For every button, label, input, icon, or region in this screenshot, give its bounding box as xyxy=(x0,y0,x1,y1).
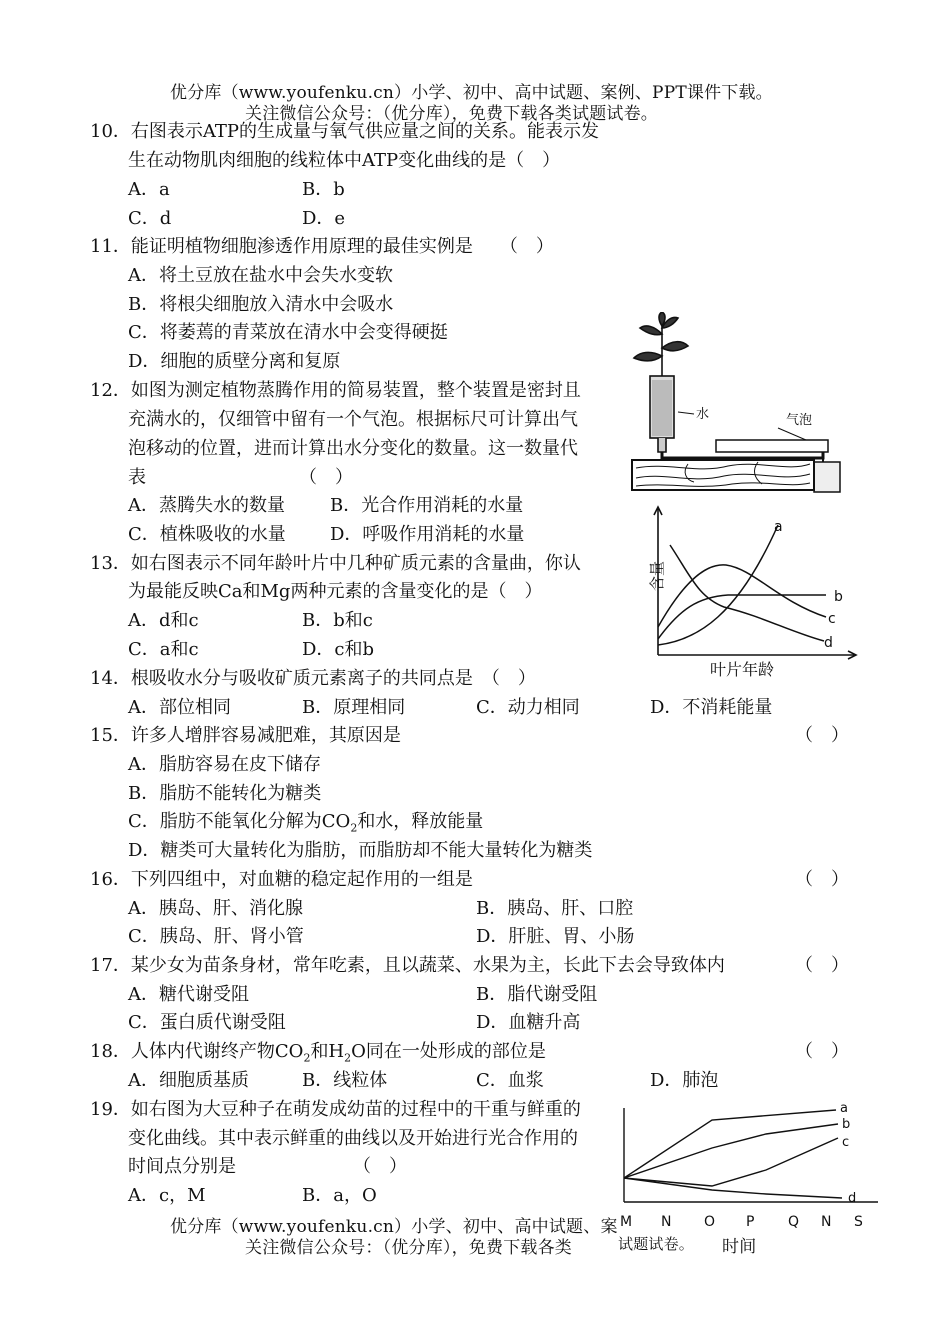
curve-label-c: c xyxy=(842,1135,850,1150)
question-19-stem-3: 时间点分别是 （ ） xyxy=(128,1156,407,1177)
curve-label-d: d xyxy=(824,635,833,651)
curve-c xyxy=(624,1138,838,1186)
option-d[interactable]: D．糖类可大量转化为脂肪，而脂肪却不能大量转化为糖类 xyxy=(128,840,593,861)
option-c[interactable]: C．胰岛、肝、肾小管 xyxy=(128,926,304,947)
subscript: 2 xyxy=(303,1051,311,1065)
option-d[interactable]: D．细胞的质壁分离和复原 xyxy=(128,351,341,372)
question-stem: 许多人增胖容易减肥难，其原因是 xyxy=(130,725,401,746)
option-a[interactable]: A．将土豆放在盐水中会失水变软 xyxy=(128,265,393,286)
curve-b xyxy=(624,1124,838,1178)
question-number: 17． xyxy=(90,955,131,976)
footer-line-2-tail: 试题试卷。 xyxy=(618,1235,695,1253)
curve-c xyxy=(658,565,826,627)
question-stem: 如右图为大豆种子在萌发成幼苗的过程中的干重与鲜重的 xyxy=(130,1099,581,1120)
option-a[interactable]: A．c，M xyxy=(128,1185,206,1206)
option-a[interactable]: A．胰岛、肝、消化腺 xyxy=(128,898,303,919)
answer-paren: （ ） xyxy=(795,955,849,976)
tick-label: M xyxy=(620,1214,633,1230)
bubble-label: 气泡 xyxy=(786,413,813,428)
option-a[interactable]: A．糖代谢受阻 xyxy=(128,984,249,1005)
question-stem: 根吸收水分与吸收矿质元素离子的共同点是 （ ） xyxy=(130,668,536,689)
time-axis-label: 时间 xyxy=(722,1237,757,1257)
option-c[interactable]: C．血浆 xyxy=(476,1070,544,1091)
option-b[interactable]: B．脂代谢受阻 xyxy=(476,984,598,1005)
question-number: 18． xyxy=(90,1041,131,1062)
option-a[interactable]: A．细胞质基质 xyxy=(128,1070,249,1091)
subscript: 2 xyxy=(350,821,358,835)
curve-a xyxy=(658,525,778,645)
question-17 xyxy=(90,952,725,980)
question-13-stem-2: 为最能反映Ca和Mg两种元素的含量变化的是（ ） xyxy=(128,581,543,602)
beaker xyxy=(814,462,840,492)
question-number: 19． xyxy=(90,1099,131,1120)
tick-label: N xyxy=(661,1214,672,1230)
option-c[interactable]: C．a和c xyxy=(128,639,199,660)
question-number: 13． xyxy=(90,553,131,574)
option-b[interactable]: B．b xyxy=(302,179,345,200)
question-number: 12． xyxy=(90,380,131,401)
option-c[interactable]: C．d xyxy=(128,208,172,229)
option-c[interactable]: C．将萎蔫的青菜放在清水中会变得硬挺 xyxy=(128,322,448,343)
question-15 xyxy=(90,722,401,750)
tick-label: O xyxy=(704,1214,716,1230)
question-12 xyxy=(90,377,581,405)
curve-b xyxy=(658,595,826,639)
question-stem: 人体内代谢终产物CO xyxy=(130,1041,304,1062)
question-stem: 能证明植物细胞渗透作用原理的最佳实例是 （ ） xyxy=(130,236,554,257)
option-b[interactable]: B．a，O xyxy=(302,1185,377,1206)
option-text: C．脂肪不能氧化分解为CO xyxy=(128,811,351,832)
question-16 xyxy=(90,866,473,894)
question-14 xyxy=(90,665,536,693)
transpiration-apparatus-figure xyxy=(628,312,850,494)
option-d[interactable]: D．c和b xyxy=(302,639,375,660)
header-line-2: 关注微信公众号：（优分库），免费下载各类试题试卷。 xyxy=(245,104,658,124)
question-number: 11． xyxy=(90,236,131,257)
option-d[interactable]: D．呼吸作用消耗的水量 xyxy=(330,524,525,545)
tick-label: N xyxy=(821,1214,832,1230)
option-a[interactable]: A．d和c xyxy=(128,610,199,631)
header-line-1: 优分库（www.youfenku.cn）小学、初中、高中试题、案例、PPT课件下载。 xyxy=(170,83,773,103)
option-b[interactable]: B．b和c xyxy=(302,610,373,631)
option-d[interactable]: D．e xyxy=(302,208,346,229)
tick-label: S xyxy=(854,1214,863,1230)
option-text: 和水，释放能量 xyxy=(357,811,484,832)
curve-label-d: d xyxy=(848,1191,857,1206)
option-c[interactable]: C．动力相同 xyxy=(476,697,580,718)
subscript: 2 xyxy=(344,1051,352,1065)
question-19 xyxy=(90,1096,581,1124)
curve-label-b: b xyxy=(842,1117,851,1132)
option-a[interactable]: A．部位相同 xyxy=(128,697,231,718)
question-number: 14． xyxy=(90,668,131,689)
question-stem: 下列四组中，对血糖的稳定起作用的一组是 xyxy=(130,869,473,890)
option-c[interactable]: C．蛋白质代谢受阻 xyxy=(128,1012,286,1033)
ruler xyxy=(716,440,828,452)
curve-label-a: a xyxy=(774,519,783,535)
question-stem: O同在一处形成的部位是 xyxy=(351,1041,546,1062)
plant-icon xyxy=(634,312,688,376)
question-number: 10． xyxy=(90,121,131,142)
option-b[interactable]: B．光合作用消耗的水量 xyxy=(330,495,524,516)
y-axis-label: 含量 xyxy=(648,560,666,591)
question-stem: 和H xyxy=(310,1041,345,1062)
question-stem: 右图表示ATP的生成量与氧气供应量之间的关系。能表示发 xyxy=(130,121,600,142)
question-number: 15． xyxy=(90,725,131,746)
wooden-base xyxy=(632,460,814,490)
question-19-stem-2: 变化曲线。其中表示鲜重的曲线以及开始进行光合作用的 xyxy=(128,1128,578,1149)
answer-paren: （ ） xyxy=(795,725,849,746)
mineral-content-chart xyxy=(628,505,860,677)
option-a[interactable]: A．蒸腾失水的数量 xyxy=(128,495,285,516)
option-b[interactable]: B．脂肪不能转化为糖类 xyxy=(128,783,322,804)
curve-label-a: a xyxy=(840,1101,848,1116)
tick-label: Q xyxy=(788,1214,800,1230)
curve-d xyxy=(670,545,824,641)
x-axis-label: 叶片年龄 xyxy=(710,660,775,677)
tick-label: P xyxy=(746,1214,755,1230)
answer-paren: （ ） xyxy=(795,1041,849,1062)
question-10-stem-2: 生在动物肌肉细胞的线粒体中ATP变化曲线的是（ ） xyxy=(128,150,561,171)
question-11 xyxy=(90,233,554,261)
curve-label-b: b xyxy=(834,589,843,605)
question-stem: 某少女为苗条身材，常年吃素，且以蔬菜、水果为主，长此下去会导致体内 xyxy=(130,955,725,976)
footer-line-1: 优分库（www.youfenku.cn）小学、初中、高中试题、案 xyxy=(170,1217,618,1237)
option-d[interactable]: D．肝脏、胃、小肠 xyxy=(476,926,635,947)
option-b[interactable]: B．胰岛、肝、口腔 xyxy=(476,898,634,919)
option-c[interactable]: C．植株吸收的水量 xyxy=(128,524,286,545)
water-label: 水 xyxy=(696,407,710,422)
option-b[interactable]: B．将根尖细胞放入清水中会吸水 xyxy=(128,294,394,315)
question-12-stem-2: 充满水的，仅细管中留有一个气泡。根据标尺可计算出气 xyxy=(128,409,578,430)
question-13 xyxy=(90,550,581,578)
option-a[interactable]: A．a xyxy=(128,179,170,200)
question-number: 16． xyxy=(90,869,131,890)
question-10 xyxy=(90,118,599,146)
question-12-stem-3: 泡移动的位置，进而计算出水分变化的数量。这一数量代 xyxy=(128,438,578,459)
curve-label-c: c xyxy=(828,611,836,627)
option-d[interactable]: D．肺泡 xyxy=(650,1070,719,1091)
option-b[interactable]: B．原理相同 xyxy=(302,697,406,718)
question-stem: 如图为测定植物蒸腾作用的简易装置，整个装置是密封且 xyxy=(130,380,581,401)
option-b[interactable]: B．线粒体 xyxy=(302,1070,388,1091)
option-d[interactable]: D．不消耗能量 xyxy=(650,697,773,718)
option-d[interactable]: D．血糖升高 xyxy=(476,1012,581,1033)
option-a[interactable]: A．脂肪容易在皮下储存 xyxy=(128,754,321,775)
seed-weight-chart xyxy=(616,1098,880,1230)
question-stem: 如右图表示不同年龄叶片中几种矿质元素的含量曲，你认 xyxy=(130,553,581,574)
footer-line-2: 关注微信公众号：（优分库），免费下载各类 xyxy=(245,1238,572,1258)
question-12-stem-4: 表 （ ） xyxy=(128,467,353,488)
answer-paren: （ ） xyxy=(795,869,849,890)
